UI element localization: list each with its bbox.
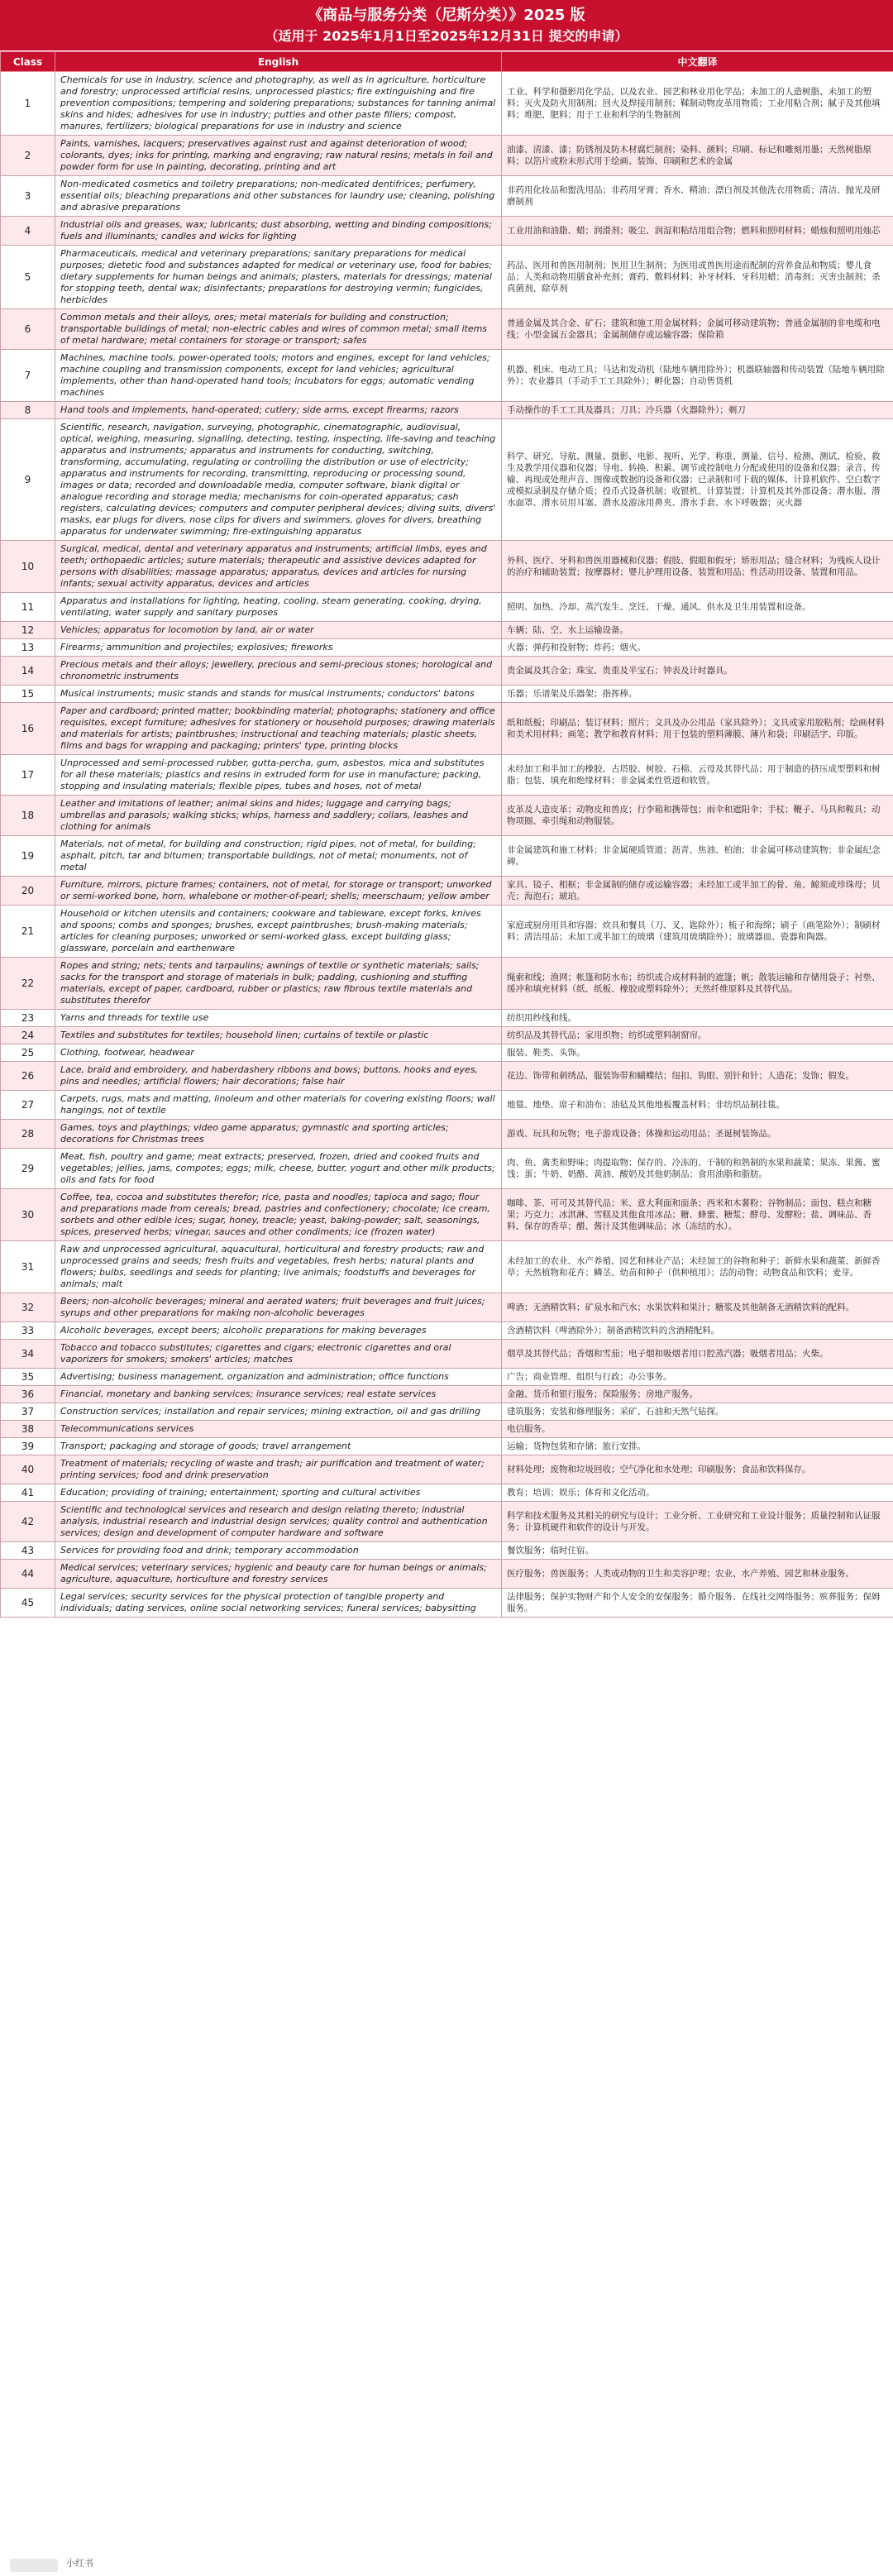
class-number-cell: 42 bbox=[1, 1502, 55, 1542]
page-title: 《商品与服务分类（尼斯分类）》2025 版 bbox=[308, 6, 585, 24]
class-number-cell: 9 bbox=[1, 419, 55, 541]
chinese-translation-cell: 广告；商业管理、组织与行政；办公事务。 bbox=[502, 1369, 893, 1386]
class-number-cell: 44 bbox=[1, 1560, 55, 1589]
table-row bbox=[1, 72, 893, 136]
table-row bbox=[1, 1403, 893, 1421]
table-row bbox=[1, 246, 893, 309]
class-number-cell: 3 bbox=[1, 176, 55, 217]
chinese-translation-cell: 花边、饰带和刺绣品，服装饰带和蝴蝶结；纽扣、钩眼、别针和针；人造花；发饰；假发。 bbox=[502, 1062, 893, 1091]
class-number-cell: 14 bbox=[1, 657, 55, 686]
class-number-cell: 11 bbox=[1, 593, 55, 622]
class-number-cell: 22 bbox=[1, 958, 55, 1010]
english-description-cell: Paper and cardboard; printed matter; bookbinding material; photographs; stationery and office requisites, except furniture; adhesives for stationery or household purposes; drawing materials and materials for artists; paintbrushes; instructional and teaching materials; plastic sheets, films and bags for wrapping and packaging; printers' type, printing blocks bbox=[55, 703, 502, 755]
table-row bbox=[1, 350, 893, 402]
english-description-cell: Textiles and substitutes for textiles; household linen; curtains of textile or plastic bbox=[55, 1027, 502, 1044]
class-number-cell: 17 bbox=[1, 755, 55, 796]
english-description-cell: Lace, braid and embroidery, and haberdashery ribbons and bows; buttons, hooks and eyes, pins and needles; artificial flowers; hair decorations; false hair bbox=[55, 1062, 502, 1091]
chinese-translation-cell: 药品、医用和兽医用制剂；医用卫生制剂；为医用或兽医用途而配制的营养食品和物质；婴儿食品；人类和动物用膳食补充剂；膏药、敷料材料；补牙材料、牙科用蜡；消毒剂；灭害虫制剂；杀真菌剂、除草剂 bbox=[502, 246, 893, 309]
chinese-translation-cell: 外科、医疗、牙科和兽医用器械和仪器；假肢、假眼和假牙；矫形用品；缝合材料；为残疾人设计的治疗和辅助装置；按摩器材；婴儿护理用设备、装置和用品；性活动用设备、装置和用品。 bbox=[502, 541, 893, 593]
chinese-translation-cell: 非药用化妆品和盥洗用品；非药用牙膏；香水、精油；漂白剂及其他洗衣用物质；清洁、抛光及研磨制剂 bbox=[502, 176, 893, 217]
class-number-cell: 27 bbox=[1, 1091, 55, 1120]
watermark-logo-icon bbox=[10, 2558, 60, 2573]
english-description-cell: Yarns and threads for textile use bbox=[55, 1010, 502, 1027]
column-header-class: Class bbox=[1, 52, 55, 72]
table-row bbox=[1, 1386, 893, 1403]
chinese-translation-cell: 烟草及其替代品；香烟和雪茄；电子烟和吸烟者用口腔蒸汽器；吸烟者用品；火柴。 bbox=[502, 1340, 893, 1369]
table-row bbox=[1, 136, 893, 176]
table-row bbox=[1, 1502, 893, 1542]
table-row bbox=[1, 703, 893, 755]
class-number-cell: 25 bbox=[1, 1044, 55, 1062]
chinese-translation-cell: 医疗服务；兽医服务；人类或动物的卫生和美容护理；农业、水产养殖、园艺和林业服务。 bbox=[502, 1560, 893, 1589]
english-description-cell: Legal services; security services for the physical protection of tangible property and individuals; dating services, online social networking services; funeral services; babysitting bbox=[55, 1589, 502, 1618]
table-row bbox=[1, 1421, 893, 1438]
table-row bbox=[1, 1484, 893, 1502]
class-number-cell: 38 bbox=[1, 1421, 55, 1438]
table-row bbox=[1, 836, 893, 877]
chinese-translation-cell: 未经加工的农业、水产养殖、园艺和林业产品；未经加工的谷物和种子；新鲜水果和蔬菜、新鲜香草；天然植物和花卉；鳞茎、幼苗和种子（供种植用）；活的动物；动物食品和饮料；麦芽。 bbox=[502, 1241, 893, 1293]
chinese-translation-cell: 餐饮服务；临时住宿。 bbox=[502, 1542, 893, 1560]
title-band bbox=[0, 0, 893, 51]
table-row bbox=[1, 639, 893, 657]
table-row bbox=[1, 755, 893, 796]
class-number-cell: 15 bbox=[1, 686, 55, 703]
english-description-cell: Education; providing of training; entertainment; sporting and cultural activities bbox=[55, 1484, 502, 1502]
table-row bbox=[1, 1091, 893, 1120]
chinese-translation-cell: 贵金属及其合金；珠宝、贵重及半宝石；钟表及计时器具。 bbox=[502, 657, 893, 686]
table-header-row bbox=[1, 52, 893, 72]
chinese-translation-cell: 教育；培训；娱乐；体育和文化活动。 bbox=[502, 1484, 893, 1502]
english-description-cell: Scientific and technological services and research and design relating thereto; industrial analysis, industrial research and industrial design services; quality control and authentication services; design and development of computer hardware and software bbox=[55, 1502, 502, 1542]
footer-label: 小红书 bbox=[66, 2558, 93, 2569]
table-row bbox=[1, 958, 893, 1010]
english-description-cell: Tobacco and tobacco substitutes; cigarettes and cigars; electronic cigarettes and oral vaporizers for smokers; smokers' articles; matches bbox=[55, 1340, 502, 1369]
english-description-cell: Unprocessed and semi-processed rubber, gutta-percha, gum, asbestos, mica and substitutes for all these materials; plastics and resins in extruded form for use in manufacture; packing, stopping and insulating materials; flexible pipes, tubes and hoses, not of metal bbox=[55, 755, 502, 796]
chinese-translation-cell: 游戏、玩具和玩物；电子游戏设备；体操和运动用品；圣诞树装饰品。 bbox=[502, 1120, 893, 1149]
column-header-chinese: 中文翻译 bbox=[502, 52, 893, 72]
chinese-translation-cell: 照明、加热、冷却、蒸汽发生、烹饪、干燥、通风、供水及卫生用装置和设备。 bbox=[502, 593, 893, 622]
english-description-cell: Construction services; installation and repair services; mining extraction, oil and gas drilling bbox=[55, 1403, 502, 1421]
english-description-cell: Common metals and their alloys, ores; metal materials for building and construction; transportable buildings of metal; non-electric cables and wires of common metal; small items of metal hardware; metal containers for storage or transport; safes bbox=[55, 309, 502, 350]
table-row bbox=[1, 309, 893, 350]
chinese-translation-cell: 科学、研究、导航、测量、摄影、电影、视听、光学、称重、测量、信号、检测、测试、检验、救生及教学用仪器和仪器；导电、转换、积累、调节或控制电力分配或使用的设备和仪器；录音、传输、再现或处理声音、图像或数据的设备和仪器；已录制和可下载的媒体、计算机软件、空白数字或模拟录制及存储介质；投币式设备机制；收银机、计算装置；计算机及其外部设备；潜水服、潜水面罩、潜水员用耳塞、潜水及游泳用鼻夹、潜水手套、水下呼吸器；灭火器 bbox=[502, 419, 893, 541]
class-number-cell: 43 bbox=[1, 1542, 55, 1560]
english-description-cell: Furniture, mirrors, picture frames; containers, not of metal, for storage or transport; unworked or semi-worked bone, horn, whalebone or mother-of-pearl; shells; meerschaum; yellow amber bbox=[55, 877, 502, 906]
chinese-translation-cell: 家庭或厨房用具和容器；炊具和餐具（刀、叉、匙除外）；梳子和海绵；刷子（画笔除外）；制刷材料；清洁用品；未加工或半加工的玻璃（建筑用玻璃除外）；玻璃器皿、瓷器和陶器。 bbox=[502, 906, 893, 958]
table-row bbox=[1, 593, 893, 622]
chinese-translation-cell: 电信服务。 bbox=[502, 1421, 893, 1438]
chinese-translation-cell: 乐器；乐谱架及乐器架；指挥棒。 bbox=[502, 686, 893, 703]
chinese-translation-cell: 火器；弹药和投射物；炸药；烟火。 bbox=[502, 639, 893, 657]
chinese-translation-cell: 建筑服务；安装和修理服务；采矿、石油和天然气钻探。 bbox=[502, 1403, 893, 1421]
table-row bbox=[1, 1062, 893, 1091]
chinese-translation-cell: 油漆、清漆、漆；防锈剂及防木材腐烂制剂；染料、颜料；印刷、标记和雕刻用墨；天然树脂原料；以箔片或粉末形式用于绘画、装饰、印刷和艺术的金属 bbox=[502, 136, 893, 176]
english-description-cell: Clothing, footwear, headwear bbox=[55, 1044, 502, 1062]
english-description-cell: Surgical, medical, dental and veterinary apparatus and instruments; artificial limbs, eyes and teeth; orthopaedic articles; suture materials; therapeutic and assistive devices adapted for persons with disabilities; massage apparatus; apparatus, devices and articles for nursing infants; sexual activity apparatus, devices and articles bbox=[55, 541, 502, 593]
class-number-cell: 35 bbox=[1, 1369, 55, 1386]
english-description-cell: Hand tools and implements, hand-operated; cutlery; side arms, except firearms; razors bbox=[55, 402, 502, 419]
class-number-cell: 21 bbox=[1, 906, 55, 958]
table-row bbox=[1, 541, 893, 593]
english-description-cell: Games, toys and playthings; video game apparatus; gymnastic and sporting articles; decorations for Christmas trees bbox=[55, 1120, 502, 1149]
class-number-cell: 24 bbox=[1, 1027, 55, 1044]
english-description-cell: Treatment of materials; recycling of waste and trash; air purification and treatment of water; printing services; food and drink preservation bbox=[55, 1455, 502, 1484]
english-description-cell: Paints, varnishes, lacquers; preservatives against rust and against deterioration of wood; colorants, dyes; inks for printing, marking and engraving; raw natural resins; metals in foil and powder form for use in painting, decorating, printing and art bbox=[55, 136, 502, 176]
chinese-translation-cell: 地毯、地垫、席子和油布；油毡及其他地板覆盖材料；非纺织品制挂毯。 bbox=[502, 1091, 893, 1120]
class-number-cell: 28 bbox=[1, 1120, 55, 1149]
table-row bbox=[1, 657, 893, 686]
chinese-translation-cell: 法律服务；保护实物财产和个人安全的安保服务；婚介服务、在线社交网络服务；殡葬服务；保姆服务。 bbox=[502, 1589, 893, 1618]
class-number-cell: 29 bbox=[1, 1149, 55, 1189]
table-row bbox=[1, 176, 893, 217]
english-description-cell: Musical instruments; music stands and stands for musical instruments; conductors' batons bbox=[55, 686, 502, 703]
english-description-cell: Leather and imitations of leather; animal skins and hides; luggage and carrying bags; umbrellas and parasols; walking sticks; whips, harness and saddlery; collars, leashes and clothing for animals bbox=[55, 796, 502, 836]
english-description-cell: Non-medicated cosmetics and toiletry preparations; non-medicated dentifrices; perfumery, essential oils; bleaching preparations and other substances for laundry use; cleaning, polishing and abrasive preparations bbox=[55, 176, 502, 217]
chinese-translation-cell: 肉、鱼、禽类和野味；肉提取物；保存的、冷冻的、干制的和熟制的水果和蔬菜；果冻、果酱、蜜饯；蛋；牛奶、奶酪、黄油、酸奶及其他奶制品；食用油脂和脂肪。 bbox=[502, 1149, 893, 1189]
class-number-cell: 7 bbox=[1, 350, 55, 402]
chinese-translation-cell: 运输；货物包装和存储；旅行安排。 bbox=[502, 1438, 893, 1455]
footer bbox=[0, 2554, 893, 2576]
table-row bbox=[1, 1340, 893, 1369]
class-number-cell: 32 bbox=[1, 1293, 55, 1322]
classification-table bbox=[0, 51, 893, 1618]
english-description-cell: Vehicles; apparatus for locomotion by land, air or water bbox=[55, 622, 502, 639]
chinese-translation-cell: 纺织用纱线和线。 bbox=[502, 1010, 893, 1027]
table-row bbox=[1, 1542, 893, 1560]
chinese-translation-cell: 未经加工和半加工的橡胶、古塔胶、树胶、石棉、云母及其替代品；用于制造的挤压成型塑料和树脂；包装、填充和绝缘材料；非金属柔性管道和软管。 bbox=[502, 755, 893, 796]
chinese-translation-cell: 家具、镜子、相框；非金属制的储存或运输容器；未经加工或半加工的骨、角、鲸须或珍珠母；贝壳；海泡石；琥珀。 bbox=[502, 877, 893, 906]
class-number-cell: 40 bbox=[1, 1455, 55, 1484]
class-number-cell: 1 bbox=[1, 72, 55, 136]
table-row bbox=[1, 1560, 893, 1589]
table-row bbox=[1, 1120, 893, 1149]
english-description-cell: Financial, monetary and banking services; insurance services; real estate services bbox=[55, 1386, 502, 1403]
english-description-cell: Medical services; veterinary services; hygienic and beauty care for human beings or animals; agriculture, aquaculture, horticulture and forestry services bbox=[55, 1560, 502, 1589]
chinese-translation-cell: 科学和技术服务及其相关的研究与设计；工业分析、工业研究和工业设计服务；质量控制和认证服务；计算机硬件和软件的设计与开发。 bbox=[502, 1502, 893, 1542]
english-description-cell: Firearms; ammunition and projectiles; explosives; fireworks bbox=[55, 639, 502, 657]
table-row bbox=[1, 1189, 893, 1241]
chinese-translation-cell: 工业、科学和摄影用化学品，以及农业、园艺和林业用化学品；未加工的人造树脂、未加工的塑料；灭火及防火用制剂；回火及焊接用制剂；鞣制动物皮革用物质；工业用粘合剂；腻子及其他填料；堆肥、肥料；用于工业和科学的生物制剂 bbox=[502, 72, 893, 136]
chinese-translation-cell: 材料处理；废物和垃圾回收；空气净化和水处理；印刷服务；食品和饮料保存。 bbox=[502, 1455, 893, 1484]
class-number-cell: 16 bbox=[1, 703, 55, 755]
class-number-cell: 39 bbox=[1, 1438, 55, 1455]
table-row bbox=[1, 906, 893, 958]
table-row bbox=[1, 1322, 893, 1340]
english-description-cell: Beers; non-alcoholic beverages; mineral and aerated waters; fruit beverages and fruit juices; syrups and other preparations for making non-alcoholic beverages bbox=[55, 1293, 502, 1322]
class-number-cell: 8 bbox=[1, 402, 55, 419]
table-row bbox=[1, 1010, 893, 1027]
class-number-cell: 10 bbox=[1, 541, 55, 593]
chinese-translation-cell: 工业用油和油脂、蜡；润滑剂；吸尘、润湿和粘结用组合物；燃料和照明材料；蜡烛和照明用烛芯 bbox=[502, 217, 893, 246]
class-number-cell: 41 bbox=[1, 1484, 55, 1502]
chinese-translation-cell: 含酒精饮料（啤酒除外）；制备酒精饮料的含酒精配料。 bbox=[502, 1322, 893, 1340]
english-description-cell: Transport; packaging and storage of goods; travel arrangement bbox=[55, 1438, 502, 1455]
english-description-cell: Chemicals for use in industry, science and photography, as well as in agriculture, horticulture and forestry; unprocessed artificial resins, unprocessed plastics; fire extinguishing and fire prevention compositions; tempering and soldering preparations; substances for tanning animal skins and hides; adhesives for use in industry; putties and other paste fillers; compost, manures, fertilizers; biological preparations for use in industry and science bbox=[55, 72, 502, 136]
table-row bbox=[1, 1455, 893, 1484]
table-row bbox=[1, 1027, 893, 1044]
english-description-cell: Meat, fish, poultry and game; meat extracts; preserved, frozen, dried and cooked fruits and vegetables; jellies, jams, compotes; eggs; milk, cheese, butter, yogurt and other milk products; oils and fats for food bbox=[55, 1149, 502, 1189]
class-number-cell: 5 bbox=[1, 246, 55, 309]
chinese-translation-cell: 金融、货币和银行服务；保险服务；房地产服务。 bbox=[502, 1386, 893, 1403]
english-description-cell: Precious metals and their alloys; jewellery, precious and semi-precious stones; horological and chronometric instruments bbox=[55, 657, 502, 686]
chinese-translation-cell: 绳索和线；渔网；帐篷和防水布；纺织或合成材料制的遮篷；帆；散装运输和存储用袋子；衬垫、缓冲和填充材料（纸、纸板、橡胶或塑料除外）；天然纤维原料及其替代品。 bbox=[502, 958, 893, 1010]
table-row bbox=[1, 1438, 893, 1455]
english-description-cell: Household or kitchen utensils and containers; cookware and tableware, except forks, knives and spoons; combs and sponges; brushes, except paintbrushes; brush-making materials; articles for cleaning purposes; unworked or semi-worked glass, except building glass; glassware, porcelain and earthenware bbox=[55, 906, 502, 958]
class-number-cell: 34 bbox=[1, 1340, 55, 1369]
english-description-cell: Services for providing food and drink; temporary accommodation bbox=[55, 1542, 502, 1560]
chinese-translation-cell: 啤酒；无酒精饮料；矿泉水和汽水；水果饮料和果汁；糖浆及其他制备无酒精饮料的配料。 bbox=[502, 1293, 893, 1322]
english-description-cell: Advertising; business management, organization and administration; office functions bbox=[55, 1369, 502, 1386]
table-row bbox=[1, 1589, 893, 1618]
table-row bbox=[1, 1369, 893, 1386]
class-number-cell: 45 bbox=[1, 1589, 55, 1618]
class-number-cell: 2 bbox=[1, 136, 55, 176]
table-row bbox=[1, 1044, 893, 1062]
chinese-translation-cell: 车辆；陆、空、水上运输设备。 bbox=[502, 622, 893, 639]
class-number-cell: 23 bbox=[1, 1010, 55, 1027]
table-row bbox=[1, 877, 893, 906]
english-description-cell: Scientific, research, navigation, surveying, photographic, cinematographic, audiovisual, optical, weighing, measuring, signalling, detecting, testing, inspecting, life-saving and teaching apparatus and instruments; apparatus and instruments for conducting, switching, transforming, accumulating, regulating or controlling the distribution or use of electricity; apparatus and instruments for recording, transmitting, reproducing or processing sound, images or data; recorded and downloadable media, computer software, blank digital or analogue recording and storage media; mechanisms for coin-operated apparatus; cash registers, calculating devices; computers and computer peripheral devices; diving suits, divers' masks, ear plugs for divers, nose clips for divers and swimmers, gloves for divers, breathing apparatus for underwater swimming; fire-extinguishing apparatus bbox=[55, 419, 502, 541]
class-number-cell: 18 bbox=[1, 796, 55, 836]
table-row bbox=[1, 402, 893, 419]
table-row bbox=[1, 217, 893, 246]
table-row bbox=[1, 1241, 893, 1293]
english-description-cell: Carpets, rugs, mats and matting, linoleum and other materials for covering existing floors; wall hangings, not of textile bbox=[55, 1091, 502, 1120]
english-description-cell: Pharmaceuticals, medical and veterinary preparations; sanitary preparations for medical purposes; dietetic food and substances adapted for medical or veterinary use, food for babies; dietary supplements for human beings and animals; plasters, materials for dressings; material for stopping teeth, dental wax; disinfectants; preparations for destroying vermin; fungicides, herbicides bbox=[55, 246, 502, 309]
class-number-cell: 36 bbox=[1, 1386, 55, 1403]
english-description-cell: Machines, machine tools, power-operated tools; motors and engines, except for land vehicles; machine coupling and transmission components, except for land vehicles; agricultural implements, other than hand-operated hand tools; incubators for eggs; automatic vending machines bbox=[55, 350, 502, 402]
chinese-translation-cell: 手动操作的手工工具及器具；刀具；冷兵器（火器除外）；剃刀 bbox=[502, 402, 893, 419]
chinese-translation-cell: 非金属建筑和施工材料；非金属硬质管道；沥青、焦油、柏油；非金属可移动建筑物；非金属纪念碑。 bbox=[502, 836, 893, 877]
table-body bbox=[1, 72, 893, 1618]
class-number-cell: 20 bbox=[1, 877, 55, 906]
class-number-cell: 26 bbox=[1, 1062, 55, 1091]
chinese-translation-cell: 咖啡、茶、可可及其替代品；米、意大利面和面条；西米和木薯粉；谷物制品；面包、糕点和糖果；巧克力；冰淇淋、雪糕及其他食用冰品；糖、蜂蜜、糖浆；酵母、发酵粉；盐、调味品、香料、保存的香草；醋、酱汁及其他调味品；冰（冻结的水）。 bbox=[502, 1189, 893, 1241]
table-row bbox=[1, 796, 893, 836]
class-number-cell: 13 bbox=[1, 639, 55, 657]
class-number-cell: 12 bbox=[1, 622, 55, 639]
english-description-cell: Ropes and string; nets; tents and tarpaulins; awnings of textile or synthetic materials; sails; sacks for the transport and storage of materials in bulk; padding, cushioning and stuffing materials, except of paper, cardboard, rubber or plastics; raw fibrous textile materials and substitutes therefor bbox=[55, 958, 502, 1010]
page-subtitle: （适用于 2025年1月1日至2025年12月31日 提交的申请） bbox=[265, 27, 628, 44]
column-header-english: English bbox=[55, 52, 502, 72]
class-number-cell: 30 bbox=[1, 1189, 55, 1241]
class-number-cell: 31 bbox=[1, 1241, 55, 1293]
table-row bbox=[1, 686, 893, 703]
chinese-translation-cell: 服装、鞋类、头饰。 bbox=[502, 1044, 893, 1062]
english-description-cell: Materials, not of metal, for building and construction; rigid pipes, not of metal, for building; asphalt, pitch, tar and bitumen; transportable buildings, not of metal; monuments, not of metal bbox=[55, 836, 502, 877]
chinese-translation-cell: 普通金属及其合金、矿石；建筑和施工用金属材料；金属可移动建筑物；普通金属制的非电缆和电线；小型金属五金器具；金属制储存或运输容器；保险箱 bbox=[502, 309, 893, 350]
chinese-translation-cell: 皮革及人造皮革；动物皮和兽皮；行李箱和携带包；雨伞和遮阳伞；手杖；鞭子、马具和鞍具；动物项圈、牵引绳和动物服装。 bbox=[502, 796, 893, 836]
chinese-translation-cell: 纺织品及其替代品；家用织物；纺织或塑料制窗帘。 bbox=[502, 1027, 893, 1044]
table-row bbox=[1, 419, 893, 541]
chinese-translation-cell: 纸和纸板；印刷品；装订材料；照片；文具及办公用品（家具除外）；文具或家用胶粘剂；绘画材料和美术用材料；画笔；教学和教育材料；用于包装的塑料薄膜、薄片和袋；印刷活字、印版。 bbox=[502, 703, 893, 755]
english-description-cell: Industrial oils and greases, wax; lubricants; dust absorbing, wetting and binding compositions; fuels and illuminants; candles and wicks for lighting bbox=[55, 217, 502, 246]
class-number-cell: 4 bbox=[1, 217, 55, 246]
table-row bbox=[1, 622, 893, 639]
table-row bbox=[1, 1293, 893, 1322]
english-description-cell: Alcoholic beverages, except beers; alcoholic preparations for making beverages bbox=[55, 1322, 502, 1340]
english-description-cell: Telecommunications services bbox=[55, 1421, 502, 1438]
english-description-cell: Raw and unprocessed agricultural, aquacultural, horticultural and forestry products; raw and unprocessed grains and seeds; fresh fruits and vegetables, fresh herbs; natural plants and flowers; bulbs, seedlings and seeds for planting; live animals; foodstuffs and beverages for animals; malt bbox=[55, 1241, 502, 1293]
english-description-cell: Coffee, tea, cocoa and substitutes therefor; rice, pasta and noodles; tapioca and sago; flour and preparations made from cereals; bread, pastries and confectionery; chocolate; ice cream, sorbets and other edible ices; sugar, honey, treacle; yeast, baking-powder; salt, seasonings, spices, preserved herbs; vinegar, sauces and other condiments; ice (frozen water) bbox=[55, 1189, 502, 1241]
class-number-cell: 19 bbox=[1, 836, 55, 877]
chinese-translation-cell: 机器、机床、电动工具；马达和发动机（陆地车辆用除外）；机器联轴器和传动装置（陆地车辆用除外）；农业器具（手动手工工具除外）；孵化器；自动售货机 bbox=[502, 350, 893, 402]
class-number-cell: 6 bbox=[1, 309, 55, 350]
class-number-cell: 37 bbox=[1, 1403, 55, 1421]
english-description-cell: Apparatus and installations for lighting, heating, cooling, steam generating, cooking, drying, ventilating, water supply and sanitary purposes bbox=[55, 593, 502, 622]
class-number-cell: 33 bbox=[1, 1322, 55, 1340]
table-row bbox=[1, 1149, 893, 1189]
